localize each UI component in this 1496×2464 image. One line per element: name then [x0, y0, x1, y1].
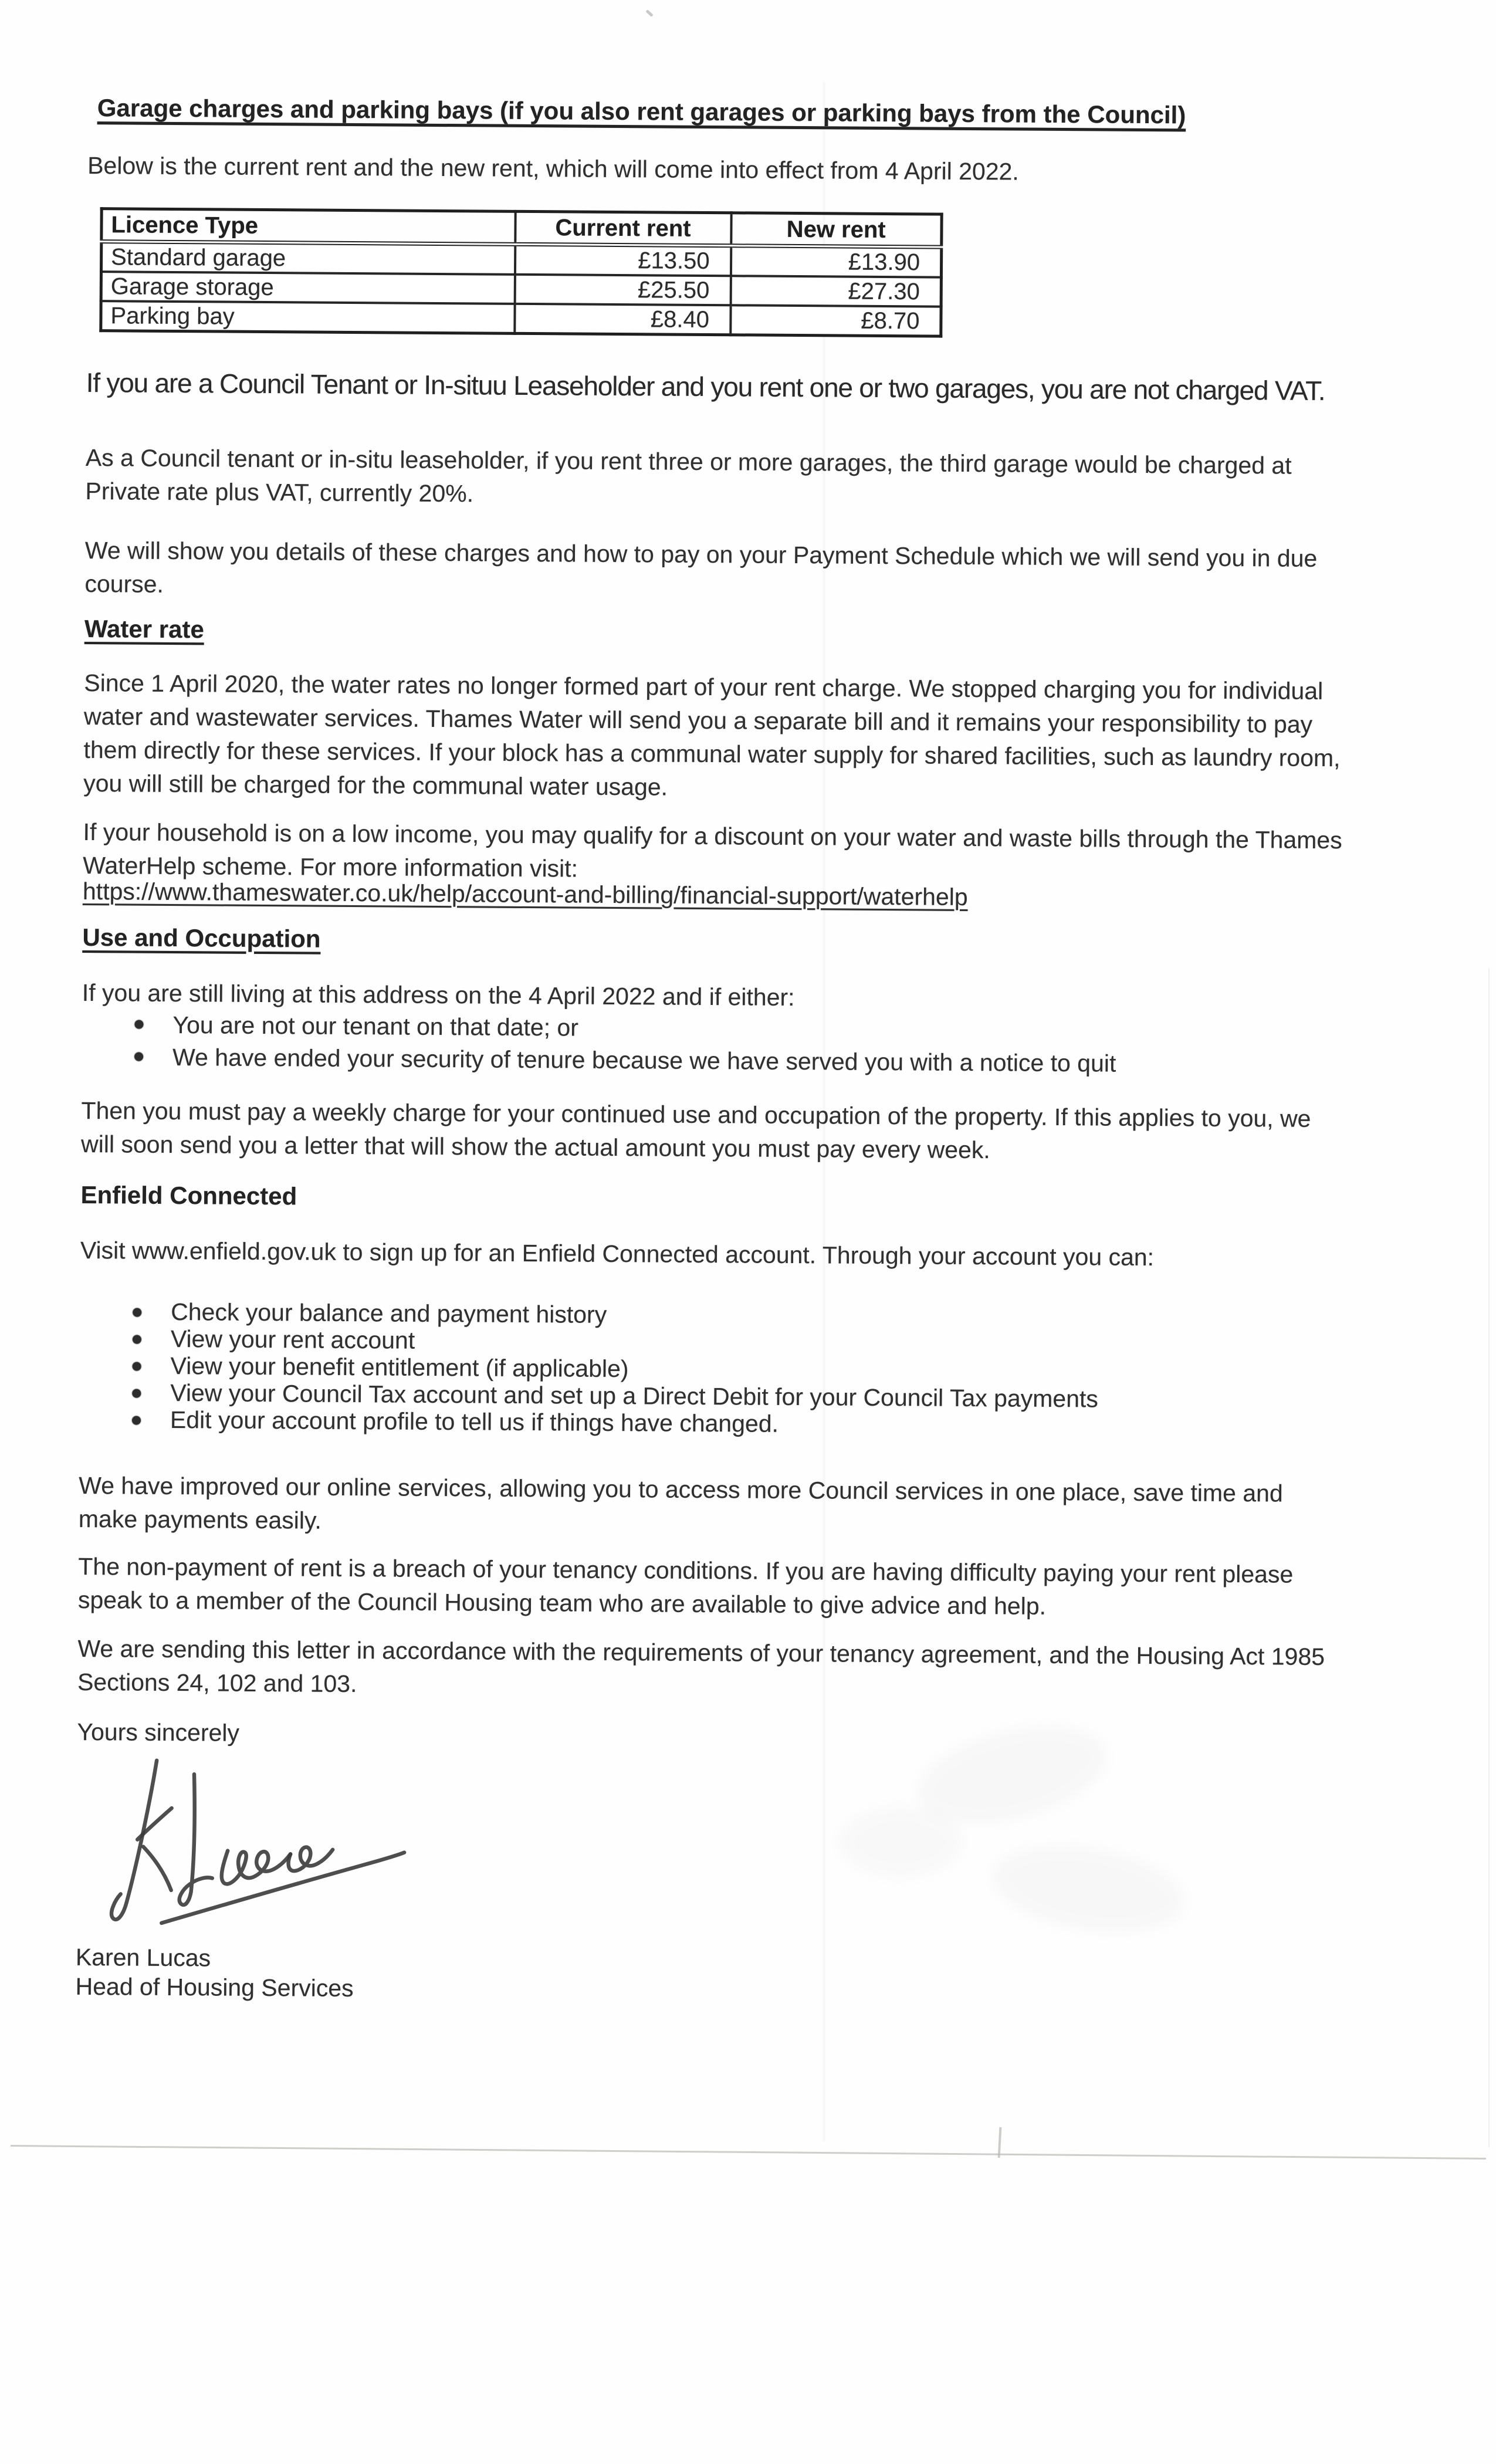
paragraph-vat-three-garages: As a Council tenant or in-situ leaseholder, if you rent three or more garages, the third garage would be charged at Private rate plus VAT, currently 20%.	[85, 444, 1292, 507]
letter-content	[75, 93, 1437, 2010]
bullet-item-security-of-tenure: We have ended your security of tenure because we have served you with a notice to quit	[82, 1042, 1431, 1081]
heading-enfield-connected: Enfield Connected	[80, 1180, 297, 1210]
paragraph-waterhelp-discount: If your household is on a low income, you may qualify for a discount on your water and waste bills through the Thames WaterHelp scheme. For more information visit:	[83, 818, 1342, 882]
valediction: Yours sincerely	[77, 1718, 240, 1747]
heading-water-rate: Water rate	[84, 614, 204, 644]
paragraph-nonpayment-breach: The non-payment of rent is a breach of your tenancy conditions. If you are having difficulty paying your rent please speak to a member of the Council Housing team who are available to give advice and help.	[77, 1552, 1294, 1620]
cell-current-rent: £13.50	[515, 244, 730, 276]
paragraph-still-living: If you are still living at this address on the 4 April 2022 and if either:	[82, 979, 795, 1011]
scan-dust-speck	[645, 9, 654, 17]
handwritten-signature-icon	[67, 1751, 444, 1941]
paragraph-vat-exemption: If you are a Council Tenant or In-situu Leaseholder and you rent one or two garages, you are not charged VAT.	[86, 367, 1325, 406]
paragraph-improved-services: We have improved our online services, allowing you to access more Council services in one place, save time and make payments easily.	[78, 1471, 1283, 1534]
cell-new-rent: £8.70	[730, 305, 941, 336]
heading-use-and-occupation: Use and Occupation	[82, 923, 321, 953]
cell-current-rent: £25.50	[515, 275, 730, 305]
cell-current-rent: £8.40	[515, 304, 730, 335]
bullet-item-check-balance: Check your balance and payment history	[80, 1298, 1429, 1333]
paragraph-housing-act: We are sending this letter in accordance with the requirements of your tenancy agreement, and the Housing Act 1985 Sections 24, 102 and 103.	[77, 1634, 1325, 1698]
cell-new-rent: £13.90	[730, 246, 941, 277]
bullet-item-council-tax: View your Council Tax account and set up a Direct Debit for your Council Tax payments	[79, 1379, 1429, 1414]
paper-bottom-edge	[11, 2145, 1486, 2160]
table-row-parking-bay	[101, 301, 941, 336]
rent-table	[99, 207, 943, 338]
intro-paragraph: Below is the current rent and the new rent, which will come into effect from 4 April 2022.	[87, 151, 1019, 185]
heading-garage-charges: Garage charges and parking bays (if you also rent garages or parking bays from the Council)	[97, 94, 1186, 129]
bullet-item-not-tenant: You are not our tenant on that date; or	[82, 1010, 1431, 1048]
scan-smudge	[839, 1807, 962, 1877]
signer-title: Head of Housing Services	[75, 1972, 354, 2002]
col-header-new-rent: New rent	[731, 213, 942, 247]
cell-new-rent: £27.30	[730, 276, 941, 306]
bullet-item-view-rent-account: View your rent account	[80, 1325, 1429, 1360]
cell-licence-type: Standard garage	[101, 242, 515, 275]
thames-waterhelp-link[interactable]: https://www.thameswater.co.uk/help/account-and-billing/financial-support/waterhelp	[82, 877, 968, 911]
col-header-current-rent: Current rent	[515, 211, 731, 245]
col-header-licence-type: Licence Type	[101, 209, 515, 245]
paragraph-payment-schedule: We will show you details of these charges and how to pay on your Payment Schedule which we will send you in due course.	[84, 536, 1318, 598]
use-occupation-bullet-list	[82, 1010, 1431, 1081]
bullet-item-benefit-entitlement: View your benefit entitlement (if applicable)	[79, 1352, 1429, 1387]
bullet-item-edit-profile: Edit your account profile to tell us if things have changed.	[79, 1406, 1429, 1441]
signature-block	[76, 1749, 1426, 1951]
cell-licence-type: Parking bay	[101, 301, 515, 333]
paper-right-edge	[1488, 968, 1490, 2147]
paragraph-enfield-visit: Visit www.enfield.gov.uk to sign up for an Enfield Connected account. Through your account you can:	[80, 1236, 1155, 1271]
table-row-standard-garage	[101, 242, 941, 277]
paragraph-water-rate: Since 1 April 2020, the water rates no longer formed part of your rent charge. We stopped charging you for individual water and wastewater services. Thames Water will send you a separate bill and it remains your responsibility to pay them directly for these services. If your block has a communal water supply for shared facilities, such as laundry room, you will still be charged for the communal water usage.	[83, 669, 1341, 801]
paragraph-weekly-charge: Then you must pay a weekly charge for your continued use and occupation of the property. If this applies to you, we will soon send you a letter that will show the actual amount you must pay every week.	[80, 1096, 1311, 1164]
signer-name: Karen Lucas	[75, 1943, 211, 1972]
cell-licence-type: Garage storage	[101, 272, 515, 304]
enfield-account-bullet-list	[79, 1298, 1429, 1441]
table-header-row	[101, 209, 942, 247]
